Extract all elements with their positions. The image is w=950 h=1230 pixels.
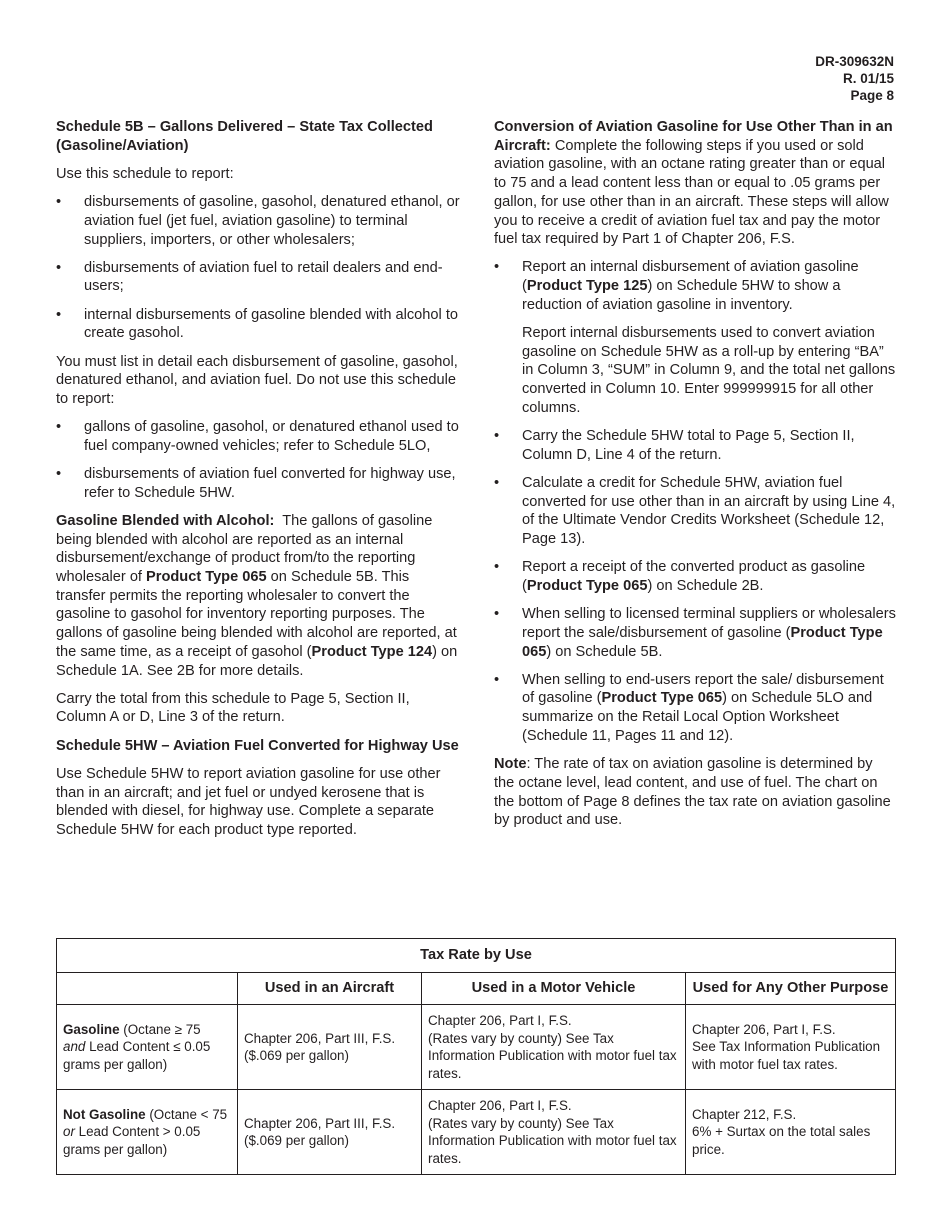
list-item: • Calculate a credit for Schedule 5HW, aviation fuel converted for use other than in an aircraft by using Line 4, of the Ultimate Vendor Credits Worksheet (Schedule 12, Page 13). [494,474,896,548]
list-item: • Report an internal disbursement of aviation gasoline (Product Type 125) on Schedule 5HW to show a reduction of aviation gasoline in inventory. Report internal disbursements used to convert aviation gasoline on Schedule 5HW as a roll-up by entering “BA” in Column 3, “SUM” in Column 9, and the total net gallons converted in Column 10. Enter 999999915 for all other columns. [494,259,896,416]
revision-date: R. 01/15 [842,71,894,86]
note-paragraph: Note: The rate of tax on aviation gasoline is determined by the octane level, lead content, and use of fuel. The chart on the bottom of Page 8 defines the tax rate on aviation gasoline by product and use. [494,756,891,829]
list-item: • disbursements of gasoline, gasohol, denatured ethanol, or aviation fuel (jet fuel, aviation gasoline) to terminal suppliers, importers, or other wholesalers; [56,194,460,248]
cell-other-purpose: Chapter 206, Part I, F.S. See Tax Information Publication with motor fuel tax rates. [686,1005,896,1090]
carry-total-paragraph: Carry the total from this schedule to Page 5, Section II, Column A or D, Line 3 of the return. [56,690,410,726]
bullet-icon: • [494,474,500,491]
bullet-icon: • [494,259,500,276]
schedule-5b-intro: Use this schedule to report: [56,165,234,182]
list-item-subparagraph: Report internal disbursements used to convert aviation gasoline on Schedule 5HW as a roll-up by entering “BA” in Column 3, “SUM” in Column 9, and the total net gallons converted in Column 10. Enter 999999915 for all other columns. [522,325,896,416]
list-item: • disbursements of aviation fuel converted for highway use, refer to Schedule 5HW. [56,466,456,501]
list-item: • When selling to licensed terminal suppliers or wholesalers report the sale/disbursement of gasoline (Product Type 065) on Schedule 5B. [494,606,896,660]
bullet-icon: • [56,419,62,436]
row-label-not-gasoline: Not Gasoline (Octane < 75 or Lead Content > 0.05 grams per gallon) [57,1090,238,1175]
schedule-5hw-heading: Schedule 5HW – Aviation Fuel Converted for Highway Use [56,737,459,754]
cell-other-purpose: Chapter 212, F.S. 6% + Surtax on the total sales price. [686,1090,896,1175]
form-header [815,53,894,104]
schedule-5b-report-list [56,193,460,343]
cell-motor-vehicle: Chapter 206, Part I, F.S. (Rates vary by county) See Tax Information Publication with motor fuel tax rates. [422,1005,686,1090]
list-item: • disbursements of aviation fuel to retail dealers and end-users; [56,259,443,295]
table-header-aircraft: Used in an Aircraft [238,973,422,1005]
right-column [494,118,896,839]
table-title: Tax Rate by Use [57,939,896,973]
bullet-icon: • [494,671,500,688]
bullet-icon: • [56,466,62,483]
schedule-5b-exclusion-list [56,418,460,502]
list-item: • internal disbursements of gasoline blended with alcohol to create gasohol. [56,306,458,342]
gasoline-blended-paragraph: Gasoline Blended with Alcohol: The gallons of gasoline being blended with alcohol are reported as an internal disbursement/exchange of product from/to the reporting wholesaler of Product Type 065 on Schedule 5B. This transfer permits the reporting wholesaler to convert the gasoline to gasohol for inventory reporting purposes. The gallons of gasoline being blended with alcohol are reported, at the same time, as a receipt of gasohol (Product Type 124) on Schedule 1A. See 2B for more details. [56,512,458,679]
bullet-icon: • [494,428,500,445]
list-item: • Report a receipt of the converted product as gasoline (Product Type 065) on Schedule 2B. [494,559,866,594]
conversion-label: Conversion of Aviation Gasoline for Use Other Than in an Aircraft: [494,119,893,154]
bullet-icon: • [56,194,62,211]
conversion-steps-list [494,258,896,745]
cell-motor-vehicle: Chapter 206, Part I, F.S. (Rates vary by county) See Tax Information Publication with motor fuel tax rates. [422,1090,686,1175]
cell-aircraft: Chapter 206, Part III, F.S. ($.069 per gallon) [238,1090,422,1175]
schedule-5b-exclusions-intro: You must list in detail each disbursement of gasoline, gasohol, denatured ethanol, and aviation fuel. Do not use this schedule to report: [56,353,458,407]
form-number: DR-309632N [815,54,894,69]
list-item: • When selling to end-users report the sale/ disbursement of gasoline (Product Type 065) on Schedule 5LO and summarize on the Retail Local Option Worksheet (Schedule 11, Pages 11 and 12). [494,671,884,744]
schedule-5hw-paragraph: Use Schedule 5HW to report aviation gasoline for use other than in an aircraft; and jet fuel or undyed kerosene that is blended with diesel, for highway use. Complete a separate Schedule 5HW for each product type reported. [56,765,441,838]
bullet-icon: • [56,306,62,323]
cell-aircraft: Chapter 206, Part III, F.S. ($.069 per gallon) [238,1005,422,1090]
row-label-gasoline: Gasoline (Octane ≥ 75 and Lead Content ≤ 0.05 grams per gallon) [57,1005,238,1090]
conversion-paragraph: Conversion of Aviation Gasoline for Use Other Than in an Aircraft: Complete the following steps if you used or sold aviation gasoline, with an octane rating greater than or equal to 75 and a lead content less than or equal to .05 grams per gallon, for use other than in an aircraft. These steps will allow you to receive a credit of aviation fuel tax and pay the motor fuel tax required by Part 1 of Chapter 206, F.S. [494,119,893,248]
table-header-blank [57,973,238,1005]
note-label: Note [494,756,527,773]
table-header-row [57,973,896,1005]
list-item: • gallons of gasoline, gasohol, or denatured ethanol used to fuel company-owned vehicles; refer to Schedule 5LO, [56,419,459,454]
schedule-5b-heading: Schedule 5B – Gallons Delivered – State Tax Collected (Gasoline/Aviation) [56,119,433,154]
bullet-icon: • [494,606,500,623]
gasoline-blended-label: Gasoline Blended with Alcohol: [56,512,275,529]
left-column [56,118,460,849]
table-row [57,1005,896,1090]
page-number: Page 8 [850,88,894,103]
bullet-icon: • [494,559,500,576]
list-item: • Carry the Schedule 5HW total to Page 5, Section II, Column D, Line 4 of the return. [494,428,855,463]
table-header-motor-vehicle: Used in a Motor Vehicle [422,973,686,1005]
tax-rate-table [56,938,896,1175]
table-header-other-purpose: Used for Any Other Purpose [686,973,896,1005]
table-row [57,1090,896,1175]
bullet-icon: • [56,259,62,276]
